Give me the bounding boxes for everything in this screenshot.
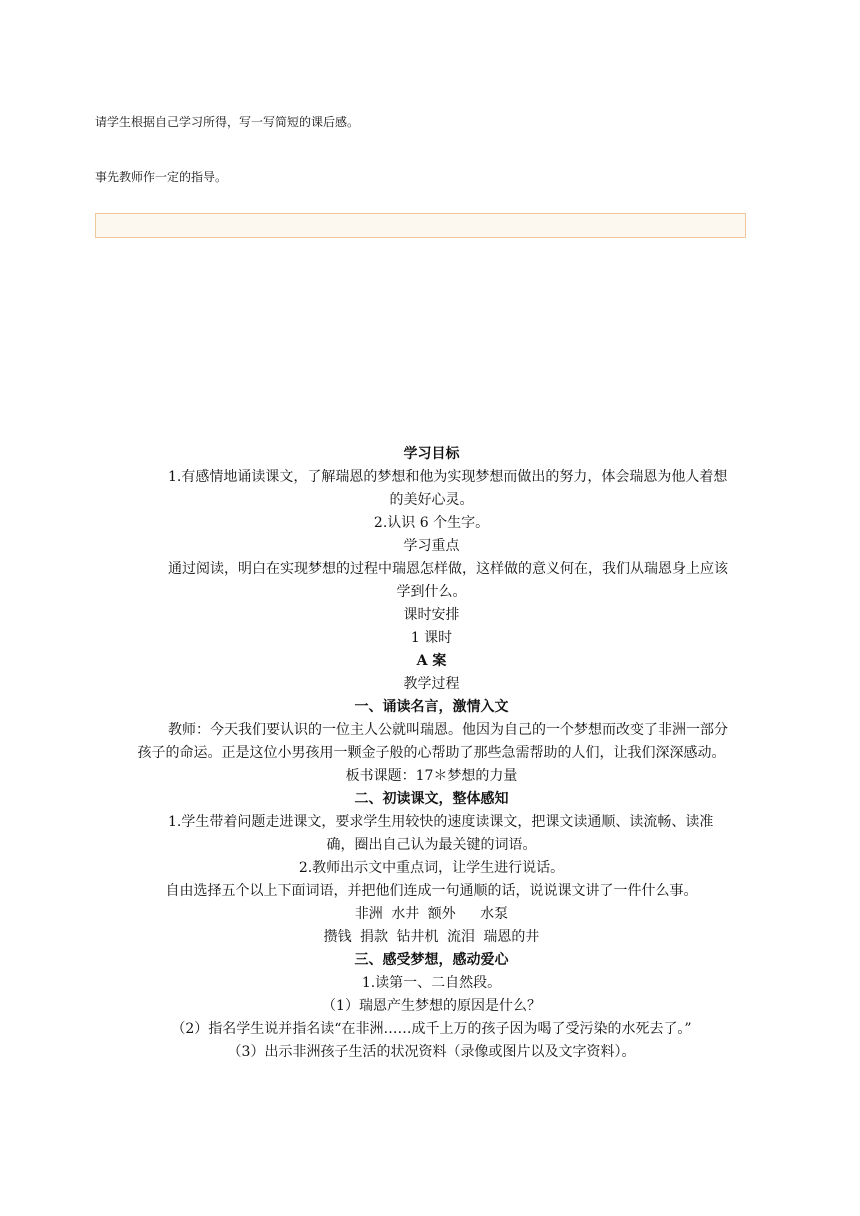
step-3-1: 1.读第一、二自然段。 [361,975,502,991]
schedule-heading: 课时安排 [403,607,460,623]
plan-heading: A 案 [416,653,447,669]
goals-heading: 学习目标 [403,446,460,462]
words-row-1 [128,903,735,926]
word: 捐款 [360,929,389,945]
goal-2: 2.认识 6 个生字。 [373,515,490,531]
word: 攒钱 [323,929,352,945]
focus-heading: 学习重点 [403,538,460,554]
section-1-heading: 一、诵读名言，激情入文 [354,699,509,715]
words-row-2 [128,926,735,949]
lesson-body [128,443,735,1064]
intro-line-1: 请学生根据自己学习所得，写一写简短的课后感。 [95,115,360,129]
word: 钻井机 [396,929,439,945]
schedule-text: 1 课时 [410,630,453,646]
section-1-text: 教师：今天我们要认识的一位主人公就叫瑞恩。他因为自己的一个梦想而改变了非洲一部分孩子的命运。正是这位小男孩用一颗金子般的心帮助了那些急需帮助的人们，让我们深深感动。 [137,722,728,761]
note-box [95,213,746,238]
step-2-1: 1.学生带着问题走进课文，要求学生用较快的速度读课文，把课文读通顺、读流畅、读准确，圈出自己认为最关键的词语。 [168,814,714,853]
section-3-heading: 三、感受梦想，感动爱心 [354,952,509,968]
word: 额外 [427,906,456,922]
word: 水泵 [480,906,509,922]
word: 瑞恩的井 [483,929,540,945]
goal-1: 1.有感情地诵读课文，了解瑞恩的梦想和他为实现梦想而做出的努力，体会瑞恩为他人着想的美好心灵。 [168,469,728,508]
word: 流泪 [446,929,475,945]
question-3: （3）出示非洲孩子生活的状况资料（录像或图片以及文字资料）。 [227,1044,636,1060]
word: 非洲 [354,906,383,922]
intro-line-2: 事先教师作一定的指导。 [95,170,228,184]
board-title: 板书课题：17＊梦想的力量 [345,768,518,784]
word: 水井 [391,906,420,922]
step-2-2: 2.教师出示文中重点词，让学生进行说话。 [298,860,565,876]
process-heading: 教学过程 [403,676,460,692]
step-2-3: 自由选择五个以上下面词语，并把他们连成一句通顺的话，说说课文讲了一件什么事。 [165,883,698,899]
question-1: （1）瑞恩产生梦想的原因是什么？ [322,998,541,1014]
question-2: （2）指名学生说并指名读“在非洲……成千上万的孩子因为喝了受污染的水死去了。” [171,1021,692,1037]
section-2-heading: 二、初读课文，整体感知 [354,791,509,807]
focus-text: 通过阅读，明白在实现梦想的过程中瑞恩怎样做，这样做的意义何在，我们从瑞恩身上应该学到什么。 [168,561,728,600]
